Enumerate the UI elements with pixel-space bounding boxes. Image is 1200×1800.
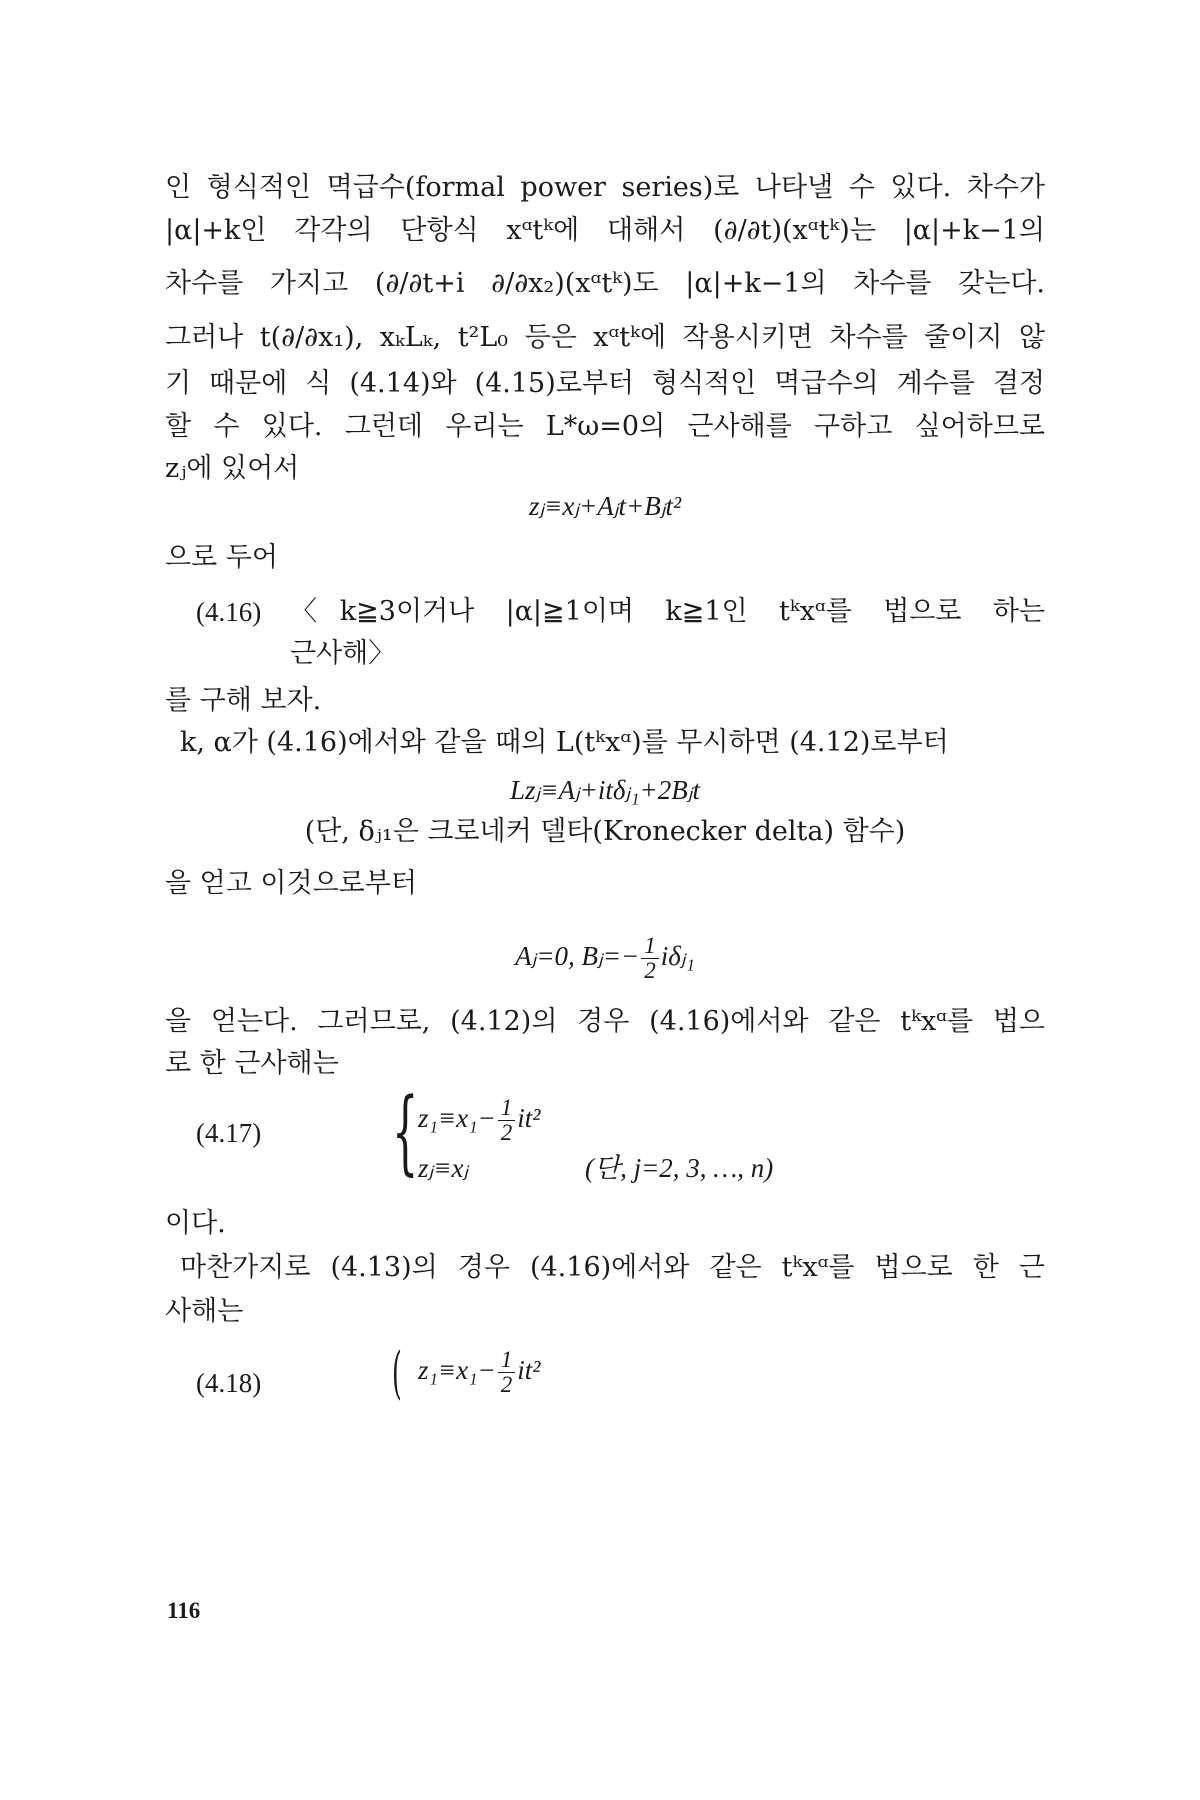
paragraph-line: zⱼ에 있어서 (165, 453, 300, 484)
fraction-denominator: 2 (500, 1372, 513, 1398)
page-number: 116 (167, 1598, 201, 1623)
equation-zj: zⱼ≡xⱼ+Aⱼt+Bⱼt² (528, 491, 682, 521)
paragraph-line: 을 얻는다. 그러므로, (4.12)의 경우 (4.16)에서와 같은 tᵏxᵅ를 법으 (165, 1006, 1045, 1037)
condition-line: 근사해〉 (290, 638, 396, 669)
fraction (498, 1096, 516, 1145)
fraction-denominator: 2 (644, 958, 656, 984)
equation-part: iδⱼ₁ (660, 941, 695, 971)
equation-number: (4.16) (196, 597, 262, 627)
equation-part: it² (517, 1103, 541, 1133)
condition-line: 〈k≧3이거나 |α|≧1이며 k≧1인 tᵏxᵅ를 법으로 하는 (290, 596, 1045, 627)
left-brace: { (392, 1078, 419, 1185)
equation-note: (단, δⱼ₁은 크로네커 델타(Kronecker delta) 함수) (304, 816, 906, 847)
paragraph-line: 사해는 (165, 1296, 244, 1327)
fraction-numerator: 1 (498, 1096, 516, 1121)
system-row (418, 1088, 978, 1148)
paragraph-line: 차수를 가지고 (∂/∂t+i ∂/∂x₂)(xᵅtᵏ)도 |α|+k−1의 차수를 갖는다. (165, 268, 1045, 299)
equation-Lz: Lzⱼ≡Aⱼ+itδⱼ₁+2Bⱼt (510, 775, 700, 805)
equation-part: z₁≡x₁− (418, 1355, 496, 1385)
fraction (641, 934, 659, 983)
text-line: 으로 두어 (165, 542, 278, 573)
text-line: 이다. (165, 1208, 226, 1239)
paragraph-line: 기 때문에 식 (4.14)와 (4.15)로부터 형식적인 멱급수의 계수를 결정 (165, 368, 1045, 399)
paragraph-line: 로 한 근사해는 (165, 1048, 339, 1079)
equation-part: z₁≡x₁− (418, 1103, 496, 1133)
paragraph-line: 할 수 있다. 그런데 우리는 L*ω=0의 근사해를 구하고 싶어하므로 (165, 411, 1045, 442)
fraction-denominator: 2 (500, 1120, 513, 1146)
equation-number: (4.17) (196, 1118, 262, 1148)
text-line: 을 얻고 이것으로부터 (165, 868, 417, 899)
paragraph-line: 마찬가지로 (4.13)의 경우 (4.16)에서와 같은 tᵏxᵅ를 법으로 한 근 (180, 1252, 1045, 1283)
text-line: k, α가 (4.16)에서와 같을 때의 L(tᵏxᵅ)를 무시하면 (4.12)로부터 (180, 727, 949, 758)
paragraph-line: 인 형식적인 멱급수(formal power series)로 나타낼 수 있다. 차수가 (165, 172, 1045, 203)
system-note: (단, j=2, 3, …, n) (585, 1153, 774, 1183)
equation-part: Aⱼ=0, Bⱼ=− (515, 941, 640, 971)
equation-part: it² (517, 1355, 541, 1385)
equation-number: (4.18) (196, 1368, 262, 1398)
fraction (498, 1348, 516, 1397)
paragraph-line: |α|+k인 각각의 단항식 xᵅtᵏ에 대해서 (∂/∂t)(xᵅtᵏ)는 |α|+k−1의 (165, 215, 1045, 246)
fraction-numerator: 1 (641, 934, 659, 959)
text-line: 를 구해 보자. (165, 685, 322, 716)
fraction-numerator: 1 (498, 1348, 516, 1373)
left-brace: ( (392, 1341, 402, 1406)
equation-AB (165, 926, 1045, 986)
system-row: zⱼ≡xⱼ (418, 1153, 469, 1183)
paragraph-line: 그러나 t(∂/∂x₁), xₖLₖ, t²L₀ 등은 xᵅtᵏ에 작용시키면 차수를 줄이지 않 (165, 322, 1045, 353)
system-row (418, 1340, 978, 1400)
